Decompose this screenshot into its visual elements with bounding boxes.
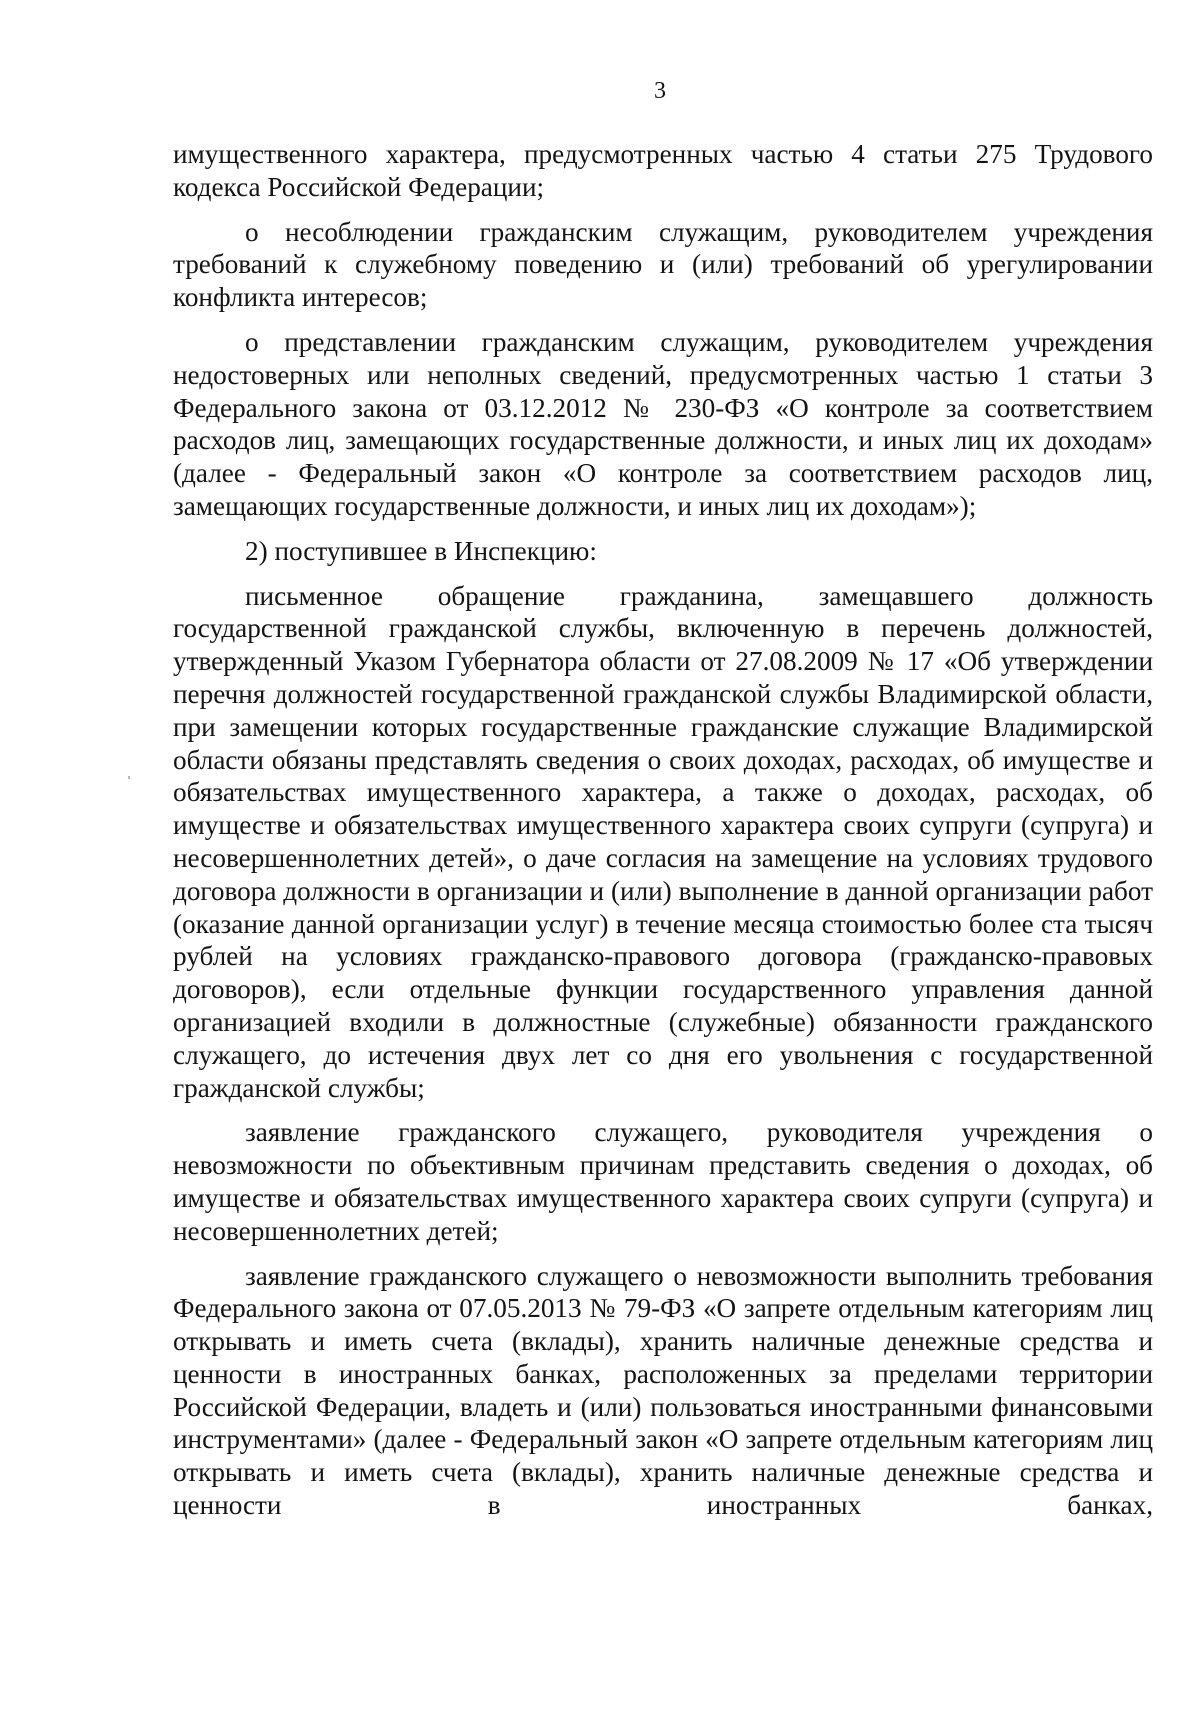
paragraph-unreliable-information: о представлении гражданским служащим, руководителем учреждения недостоверных или неполных сведений, предусмотренных частью 1 статьи 3 Федерального закона от 03.12.2012 № 230-ФЗ «О контроле за соответствием расходов лиц, замещающих государственные должности, и иных лиц их доходам» (далее - Федеральный закон «О контроле за соответствием расходов лиц, замещающих государственные должности, и иных лиц их доходам»);: [173, 326, 1153, 521]
paragraph-statement-federal-law: заявление гражданского служащего о невозможности выполнить требования Федерального закона от 07.05.2013 № 79-ФЗ «О запрете отдельным категориям лиц открывать и иметь счета (вклады), хранить наличные денежные средства и ценности в иностранных банках, расположенных за пределами территории Российской Федерации, владеть и (или) пользоваться иностранными финансовыми инструментами» (далее - Федеральный закон «О запрете отдельным категориям лиц открывать и иметь счета (вклады), хранить наличные денежные средства и ценности в иностранных банках,: [173, 1260, 1153, 1521]
paragraph-conflict-of-interest: о несоблюдении гражданским служащим, руководителем учреждения требований к служебному поведению и (или) требований об урегулировании конфликта интересов;: [173, 216, 1153, 313]
paragraph-continuation: имущественного характера, предусмотренных частью 4 статьи 275 Трудового кодекса Российской Федерации;: [173, 139, 1153, 202]
document-body: [173, 138, 1153, 1522]
paragraph-statement-impossibility: заявление гражданского служащего, руководителя учреждения о невозможности по объективным причинам представить сведения о доходах, об имуществе и обязательствах имущественного характера своих супруги (супруга) и несовершеннолетних детей;: [173, 1117, 1153, 1246]
paragraph-item-2-heading: 2) поступившее в Инспекцию:: [245, 535, 597, 566]
scan-artifact: [128, 776, 130, 779]
paragraph-written-appeal: письменное обращение гражданина, замещавшего должность государственной гражданской службы, включенную в перечень должностей, утвержденный Указом Губернатора области от 27.08.2009 № 17 «Об утверждении перечня должностей государственной гражданской службы Владимирской области, при замещении которых государственные гражданские служащие Владимирской области обязаны представлять сведения о своих доходах, расходах, об имуществе и обязательствах имущественного характера, а также о доходах, расходах, об имуществе и обязательствах имущественного характера своих супруги (супруга) и несовершеннолетних детей», о даче согласия на замещение на условиях трудового договора должности в организации и (или) выполнение в данной организации работ (оказание данной организации услуг) в течение месяца стоимостью более ста тысяч рублей на условиях гражданско-правового договора (гражданско-правовых договоров), если отдельные функции государственного управления данной организацией входили в должностные (служебные) обязанности гражданского служащего, до истечения двух лет со дня его увольнения с государственной гражданской службы;: [173, 580, 1153, 1103]
page-number: 3: [654, 78, 666, 104]
